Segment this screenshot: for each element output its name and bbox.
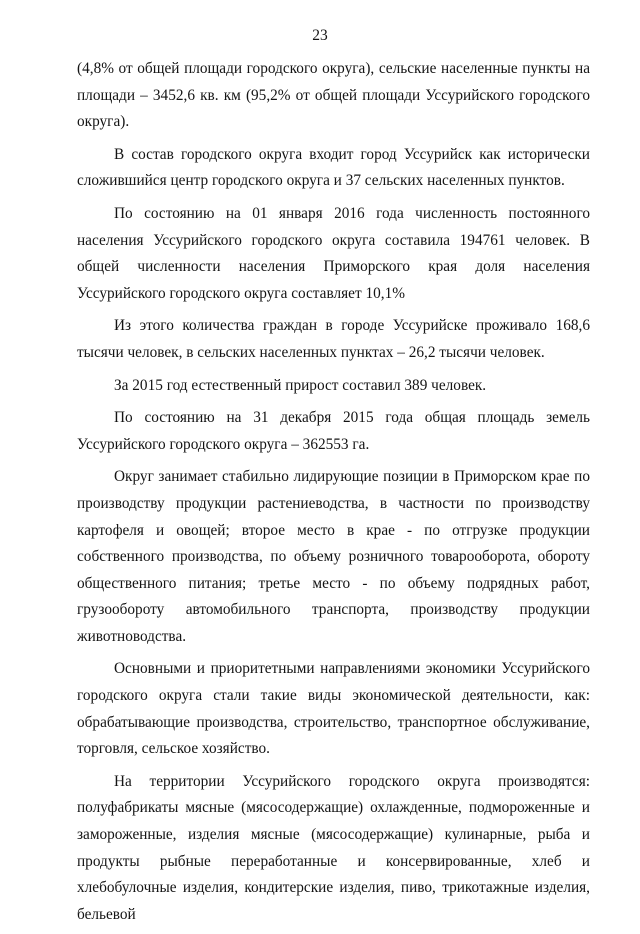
paragraph-1: (4,8% от общей площади городского округа), сельские населенные пункты на площади – 3452,6 кв. км (95,2% от общей площади Уссурийского городского округа). [77, 60, 590, 131]
paragraph-5: За 2015 год естественный прирост составил 389 человек. [114, 376, 487, 394]
paragraph-8: Основными и приоритетными направлениями экономики Уссурийского городского округа стали такие виды экономической деятельности, как: обрабатывающие производства, строительство, транспортное обслуживание, торговля, сельское хозяйство. [77, 660, 590, 758]
paragraph-4: Из этого количества граждан в городе Уссурийске проживало 168,6 тысячи человек, в сельских населенных пунктах – 26,2 тысячи человек. [77, 317, 590, 361]
page-number: 23 [312, 27, 328, 44]
paragraph-3: По состоянию на 01 января 2016 года численность постоянного населения Уссурийского городского округа составила 194761 человек. В общей численности населения Приморского края доля населения Уссурийского городского округа составляет 10,1% [77, 204, 590, 302]
paragraph-2: В состав городского округа входит город Уссурийск как исторически сложившийся центр городского округа и 37 сельских населенных пунктов. [77, 145, 590, 190]
paragraph-9: На территории Уссурийского городского округа производятся: полуфабрикаты мясные (мясосодержащие) охлажденные, подмороженные и замороженные, изделия мясные (мясосодержащие) кулинарные, рыба и продукты рыбные переработанные и консервированные, хлеб и хлебобулочные изделия, кондитерские изделия, пиво, трикотажные изделия, бельевой [77, 772, 590, 923]
document-body [77, 56, 590, 934]
paragraph-7: Округ занимает стабильно лидирующие позиции в Приморском крае по производству продукции растениеводства, в частности по производству картофеля и овощей; второе место в крае - по отгрузке продукции собственного производства, по объему розничного товарооборота, обороту общественного питания; третье место - по объему подрядных работ, грузообороту автомобильного транспорта, производству продукции животноводства. [77, 468, 590, 645]
paragraph-6: По состоянию на 31 декабря 2015 года общая площадь земель Уссурийского городского округа – 362553 га. [77, 409, 590, 453]
